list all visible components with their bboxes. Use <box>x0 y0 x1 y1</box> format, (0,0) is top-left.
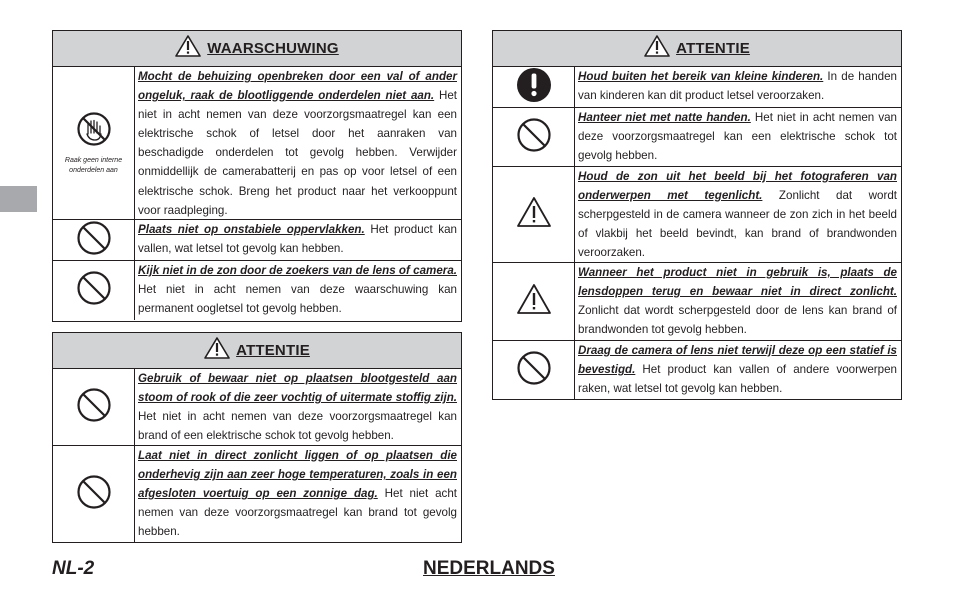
row-text: Het niet in acht nemen van deze waarschuwing kan permanent oogletsel tot gevolg hebben. <box>138 283 457 316</box>
row-heading: Kijk niet in de zon door de zoekers van de lens of camera. <box>138 264 457 277</box>
caution-box-left <box>52 332 462 543</box>
prohibited-icon <box>76 387 112 428</box>
caution-title: ATTENTIE <box>676 40 750 57</box>
language-heading: NEDERLANDS <box>423 558 555 579</box>
warning-triangle-icon <box>516 283 552 320</box>
caution-box-right <box>492 30 902 400</box>
row-text: Het product kan vallen, wat letsel tot gevolg kan hebben. <box>138 223 457 256</box>
row-text: Het niet in acht nemen van deze voorzorgsmaatregel kan een elektrische schok of letsel door het aanraken van beschadigde onderdelen tot gevolg hebben. Verwijder onmiddellijk de camerabatterij en pas op voor letsel of een elektrische schok. Breng het product naar het verkooppunt voor raadpleging. <box>138 89 457 217</box>
warning-row <box>53 261 461 320</box>
warning-header <box>53 31 461 67</box>
caution-row <box>493 167 901 263</box>
warning-row <box>53 220 461 261</box>
chapter-tab <box>0 186 37 212</box>
caution-row <box>493 263 901 341</box>
row-text: Het product kan vallen of andere voorwerpen raken, wat letsel tot gevolg kan hebben. <box>578 363 897 396</box>
mandatory-exclamation-icon <box>516 67 552 108</box>
prohibited-icon <box>76 474 112 515</box>
row-heading: Houd de zon uit het beeld bij het fotograferen van onderwerpen met tegenlicht. <box>578 170 897 203</box>
warning-triangle-icon <box>516 196 552 233</box>
row-heading: Laat niet in direct zonlicht liggen of op plaatsen die onderhevig zijn aan zeer hoge temperaturen, zoals in een afgesloten voertuig op een zonnige dag. <box>138 449 457 501</box>
warning-box <box>52 30 462 322</box>
icon-caption: Raak geen interne onderdelen aan <box>64 156 123 174</box>
row-text: Het niet in acht nemen van deze voorzorgsmaatregel kan brand of een elektrische schok tot gevolg hebben. <box>138 410 457 443</box>
row-text: Zonlicht dat wordt scherpgesteld door de lens kan brand of brandwonden tot gevolg hebben. <box>578 304 897 337</box>
warning-triangle-icon <box>204 337 230 364</box>
row-text: Zonlicht dat wordt scherpgesteld in de camera wanneer de zon zich in het beeld of vlakbij het beeld bevindt, kan brand of brandwonden veroorzaken. <box>578 189 897 260</box>
prohibited-icon <box>76 220 112 261</box>
row-heading: Draag de camera of lens niet terwijl deze op een statief is bevestigd. <box>578 344 897 377</box>
row-heading: Wanneer het product niet in gebruik is, plaats de lensdoppen terug en bewaar niet in direct zonlicht. <box>578 266 897 299</box>
row-heading: Hanteer niet met natte handen. <box>578 111 751 124</box>
row-text: Het niet acht nemen van deze voorzorgsmaatregel kan brand tot gevolg hebben. <box>138 487 458 539</box>
row-text: Het niet in acht nemen van deze voorzorgsmaatregel kan een elektrische schok tot gevolg hebben. <box>578 111 898 163</box>
caution-row <box>53 369 461 446</box>
row-heading: Houd buiten het bereik van kleine kinderen. <box>578 70 824 83</box>
warning-title: WAARSCHUWING <box>207 40 339 57</box>
caution-title: ATTENTIE <box>236 342 310 359</box>
caution-row <box>493 108 901 167</box>
page-number: NL-2 <box>52 558 95 579</box>
caution-row <box>493 341 901 399</box>
warning-triangle-icon <box>175 35 201 62</box>
caution-row <box>53 446 461 542</box>
prohibited-icon <box>76 270 112 311</box>
warning-triangle-icon <box>644 35 670 62</box>
prohibited-icon <box>516 117 552 158</box>
row-heading: Plaats niet op onstabiele oppervlakken. <box>138 223 365 236</box>
prohibited-icon <box>516 350 552 391</box>
caution-header <box>493 31 901 67</box>
warning-row <box>53 67 461 220</box>
caution-header <box>53 333 461 369</box>
caution-row <box>493 67 901 108</box>
no-touch-inside-icon <box>76 111 112 152</box>
row-heading: Mocht de behuizing openbreken door een val of ander ongeluk, raak de blootliggende onderdelen niet aan. <box>138 70 457 103</box>
row-heading: Gebruik of bewaar niet op plaatsen blootgesteld aan stoom of rook of die zeer vochtig of uitermate stoffig zijn. <box>138 372 457 405</box>
row-text: In de handen van kinderen kan dit product letsel veroorzaken. <box>578 70 897 103</box>
